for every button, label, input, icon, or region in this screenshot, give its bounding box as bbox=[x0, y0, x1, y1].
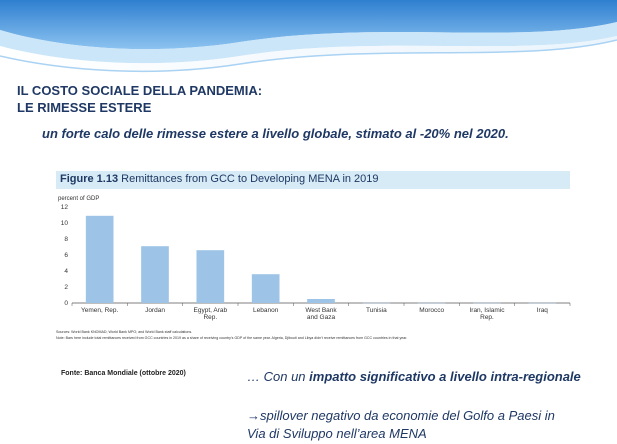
y-tick-label: 0 bbox=[64, 300, 68, 307]
impact-prefix: … Con un bbox=[247, 369, 310, 384]
spillover-statement bbox=[247, 407, 612, 443]
source-citation: Fonte: Banca Mondiale (ottobre 2020) bbox=[61, 370, 186, 377]
x-tick-label: Lebanon bbox=[253, 307, 279, 314]
y-tick-label: 8 bbox=[64, 236, 68, 243]
figure-caption-text: Remittances from GCC to Developing MENA in 2019 bbox=[121, 173, 379, 185]
x-tick-label: Iran, Islamic bbox=[469, 307, 505, 314]
remittances-bar-chart bbox=[56, 190, 572, 328]
x-tick-label: Yemen, Rep. bbox=[80, 307, 119, 314]
header-wave-banner bbox=[0, 0, 617, 80]
subtitle-text: un forte calo delle rimesse estere a livello globale, stimato al -20% nel 2020. bbox=[42, 126, 509, 141]
x-tick-label: Rep. bbox=[480, 314, 494, 321]
bar-west-bank-and-gaza bbox=[307, 299, 335, 303]
slide-title-line-1: IL COSTO SOCIALE DELLA PANDEMIA: bbox=[17, 83, 263, 98]
figure-notes bbox=[56, 329, 407, 341]
y-tick-label: 10 bbox=[60, 220, 68, 227]
bar-yemen-rep bbox=[86, 216, 114, 303]
arrow-icon: → bbox=[247, 408, 260, 423]
y-tick-label: 4 bbox=[64, 268, 68, 275]
figure-note-text: Note: Bars here include total remittances received from GCC countries in 2019 as a share of receiving country's GDP of the same year. Algeria, Djibouti and Libya didn't receive remittances from GCC countries in that year. bbox=[56, 336, 408, 340]
bar-egypt-arab-rep bbox=[197, 250, 225, 303]
x-tick-label: Tunisia bbox=[365, 307, 387, 314]
x-tick-label: Morocco bbox=[419, 307, 445, 314]
figure-number: Figure 1.13 bbox=[60, 173, 119, 185]
bar-jordan bbox=[141, 246, 169, 303]
figure-caption bbox=[60, 173, 379, 185]
x-tick-label: Rep. bbox=[203, 314, 218, 321]
x-tick-label: Jordan bbox=[145, 307, 165, 314]
figure-note-source: Sources: World Bank KNOMAD; World Bank MPO; and World Bank staff calculations. bbox=[56, 330, 193, 334]
impact-emphasis: impatto significativo a livello intra-regionale bbox=[309, 369, 581, 384]
slide-title bbox=[17, 82, 262, 116]
x-tick-label: Egypt, Arab bbox=[193, 307, 228, 314]
x-tick-label: West Bank bbox=[305, 307, 337, 314]
bar-lebanon bbox=[252, 274, 280, 303]
slide-title-line-2: LE RIMESSE ESTERE bbox=[17, 100, 152, 115]
impact-statement bbox=[247, 369, 581, 384]
spillover-line-1: spillover negativo da economie del Golfo a Paesi in bbox=[260, 408, 555, 423]
y-tick-label: 6 bbox=[64, 252, 68, 259]
x-tick-label: and Gaza bbox=[306, 314, 336, 321]
x-tick-label: Iraq bbox=[536, 307, 548, 314]
y-axis-label: percent of GDP bbox=[58, 196, 100, 202]
y-tick-label: 2 bbox=[64, 284, 68, 291]
spillover-line-2: Via di Sviluppo nell’area MENA bbox=[247, 426, 427, 441]
slide-subtitle bbox=[42, 126, 509, 141]
y-tick-label: 12 bbox=[60, 204, 68, 211]
